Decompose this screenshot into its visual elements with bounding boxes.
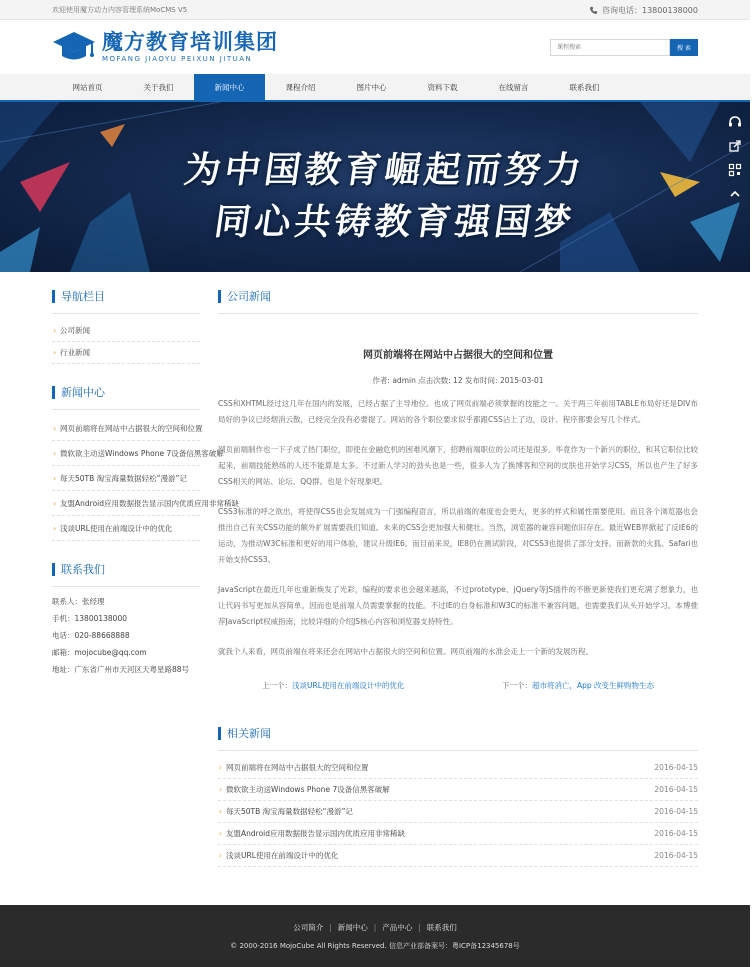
related-news-title: 相关新闻: [218, 727, 698, 740]
nav-about[interactable]: 关于我们: [143, 83, 174, 92]
list-item[interactable]: › 微软欲主动送Windows Phone 7设备信黑客破解: [52, 441, 200, 466]
list-item[interactable]: › 友盟Android应用数据报告显示国内优质应用非常稀缺: [52, 491, 200, 516]
table-row[interactable]: [218, 845, 698, 867]
article-title: 网页前端将在网站中占据很大的空间和位置: [363, 350, 553, 361]
welcome-text: 欢迎使用魔方动力内容管理系统MoCMS V5: [52, 6, 188, 14]
logo-title: 魔方教育培训集团: [102, 30, 278, 54]
related-title[interactable]: › 友盟Android应用数据报告显示国内优质应用非常稀缺: [226, 829, 405, 838]
share-icon: [728, 139, 742, 153]
qrcode-icon: [728, 163, 742, 177]
article-paragraph: CSS和XHTML经过这几年在国内的发展，已经占据了主导地位。也成了网页前端必须掌握的技能之一。关于两三年前用TABLE布局好还是DIV布局好的争议已经烟消云散，已经完全没有必要提了。网站的各个职位要求似乎都跟CSS沾上了边，设计、程序都要会写几个样式。: [218, 399, 698, 424]
list-item[interactable]: › 每天50TB 淘宝海量数据轻松“漫游”记: [52, 466, 200, 491]
hero-banner: [0, 102, 750, 272]
content-area: [0, 272, 750, 867]
qrcode-button[interactable]: [720, 158, 750, 182]
floating-side-buttons: [720, 110, 750, 206]
header: [0, 20, 750, 74]
share-button[interactable]: [720, 134, 750, 158]
list-item[interactable]: › 网页前端将在网站中占据很大的空间和位置: [52, 416, 200, 441]
phone-icon: [589, 6, 598, 15]
footer-link-products[interactable]: 产品中心: [382, 923, 413, 932]
article-paragraph: CSS3标准的呼之欲出，将使得CSS也会发展成为一门强编程语言，所以前端的难度也会更大，更多的样式和属性需要使用。而且各个浏览器也会推出自己有关CSS功能的额外扩展需要我们知道。未来的CSS会更加强大和健壮。当然，浏览器的兼容问题依旧存在。最近WEB界掀起了反IE6的运动，为推动W3C标准和更好的用户体验，建议升级IE6。而目前来说，IE8仍在测试阶段，对CSS3也提供了部分支持。而新款的火狐、Safari也开始支持CSS3。: [218, 507, 698, 564]
news-center-title: 新闻中心: [52, 386, 200, 399]
contact-phone: 电话：020-88668888: [52, 631, 130, 640]
news-center-block: [52, 386, 239, 541]
nav-downloads[interactable]: 资料下载: [427, 83, 458, 92]
footer: [0, 905, 750, 967]
prev-label: 上一个：: [262, 681, 292, 690]
contact-email: 邮箱：mojocube@qq.com: [52, 648, 147, 657]
related-date: 2016-04-15: [654, 763, 698, 772]
table-row[interactable]: [218, 757, 698, 779]
article-paragraph: JavaScript在最近几年也重新焕发了光彩，编程的要求也会越来越高，不过prototype、jQuery等JS插件的不断更新使我们更充满了想象力，也让代码书写更加从容简单。因而也是前端人员需要掌握的技能。不过IE的自身标准和W3C的标准不兼容问题，也需要我们从头开始学习。本博推荐JavaScript权威指南，比较详细的介绍JS核心内容和浏览器支持特性。: [218, 585, 698, 626]
sidebar-item-industry-news[interactable]: › 行业新闻: [52, 342, 200, 364]
related-date: 2016-04-15: [654, 807, 698, 816]
main-nav: [0, 74, 750, 102]
related-date: 2016-04-15: [654, 785, 698, 794]
article-paragraph: 网页前端制作也一下子成了热门职位，即使在金融危机的困难风潮下，招聘前端职位的公司还是很多。毕竟作为一个新兴的职位，和其它职位比较起来，前端技能熟练的人还不能算是太多。不过新人学习的劲头也是一些，很多人为了换博客和空间的皮肤也开始学习CSS，所以也产生了好多CSS相关的网站、论坛、QQ群。也是个好现象吧。: [218, 445, 698, 486]
contact-title: 联系我们: [52, 563, 200, 576]
footer-link-news[interactable]: 新闻中心: [337, 923, 368, 932]
next-label: 下一个：: [501, 681, 532, 690]
related-title[interactable]: › 网页前端将在网站中占据很大的空间和位置: [226, 763, 369, 772]
copyright: © 2000-2016 MojoCube All Rights Reserved. 信息产业部备案号：粤ICP备12345678号: [230, 942, 520, 950]
nav-message[interactable]: 在线留言: [498, 83, 529, 92]
contact-person: 联系人：张经理: [52, 597, 105, 606]
left-sidebar: [52, 290, 239, 867]
nav-news[interactable]: 新闻中心: [194, 74, 265, 102]
nav-column-block: [52, 290, 200, 364]
article-meta: 作者: admin 点击次数: 12 发布时间: 2015-03-01: [372, 376, 544, 385]
logo[interactable]: [52, 30, 278, 64]
phone-label: 咨询电话：13800138000: [602, 5, 698, 15]
back-to-top-button[interactable]: [720, 182, 750, 206]
contact-mobile: 手机：13800138000: [52, 614, 127, 623]
contact-block: [52, 563, 200, 678]
prev-article-link[interactable]: 浅谈URL使用在前端设计中的优化: [292, 681, 405, 690]
table-row[interactable]: [218, 823, 698, 845]
hotline: [589, 5, 698, 16]
table-row[interactable]: [218, 779, 698, 801]
nav-gallery[interactable]: 图片中心: [356, 83, 387, 92]
related-news: [218, 727, 698, 867]
banner-line-1: 为中国教育崛起而努力: [181, 150, 588, 191]
list-item[interactable]: › 浅谈URL使用在前端设计中的优化: [52, 516, 200, 541]
top-bar: [0, 0, 750, 20]
related-title[interactable]: › 微软欲主动送Windows Phone 7设备信黑客破解: [226, 785, 390, 794]
nav-courses[interactable]: 课程介绍: [285, 83, 316, 92]
prev-next-nav: [218, 680, 698, 691]
search-box: [550, 39, 698, 56]
article-paragraph: 就我个人来看，网页前端在将来还会在网站中占据很大的空间和位置。网页前端的水准会走上一个新的发展历程。: [218, 647, 593, 656]
mortarboard-logo-icon: [52, 30, 96, 64]
next-article-link[interactable]: 超市将消亡，App 改变生鲜购物生态: [531, 681, 654, 690]
search-button[interactable]: 搜 索: [670, 39, 698, 56]
main-article-area: [218, 290, 698, 867]
nav-column-title: 导航栏目: [52, 290, 200, 303]
article-body: [218, 396, 698, 660]
related-title[interactable]: › 每天50TB 淘宝海量数据轻松“漫游”记: [226, 807, 353, 816]
online-service-button[interactable]: [720, 110, 750, 134]
up-arrow-icon: [728, 187, 742, 201]
banner-line-2: 同心共铸教育强国梦: [211, 202, 578, 243]
related-title[interactable]: › 浅谈URL使用在前端设计中的优化: [226, 851, 339, 860]
nav-contact[interactable]: 联系我们: [569, 83, 600, 92]
section-title: 公司新闻: [218, 290, 698, 303]
footer-link-about[interactable]: 公司简介: [293, 923, 324, 932]
footer-links: 公司简介 | 新闻中心 | 产品中心 | 联系我们: [293, 923, 457, 932]
related-date: 2016-04-15: [654, 851, 698, 860]
nav-home[interactable]: 网站首页: [72, 83, 103, 92]
related-date: 2016-04-15: [654, 829, 698, 838]
footer-link-contact[interactable]: 联系我们: [426, 923, 457, 932]
headset-icon: [728, 115, 742, 129]
search-input[interactable]: [550, 39, 670, 56]
table-row[interactable]: [218, 801, 698, 823]
sidebar-item-company-news[interactable]: › 公司新闻: [52, 320, 200, 342]
logo-subtitle: MOFANG JIAOYU PEIXUN JITUAN: [102, 55, 253, 63]
contact-address: 地址：广东省广州市天河区天粤星路88号: [52, 665, 190, 674]
